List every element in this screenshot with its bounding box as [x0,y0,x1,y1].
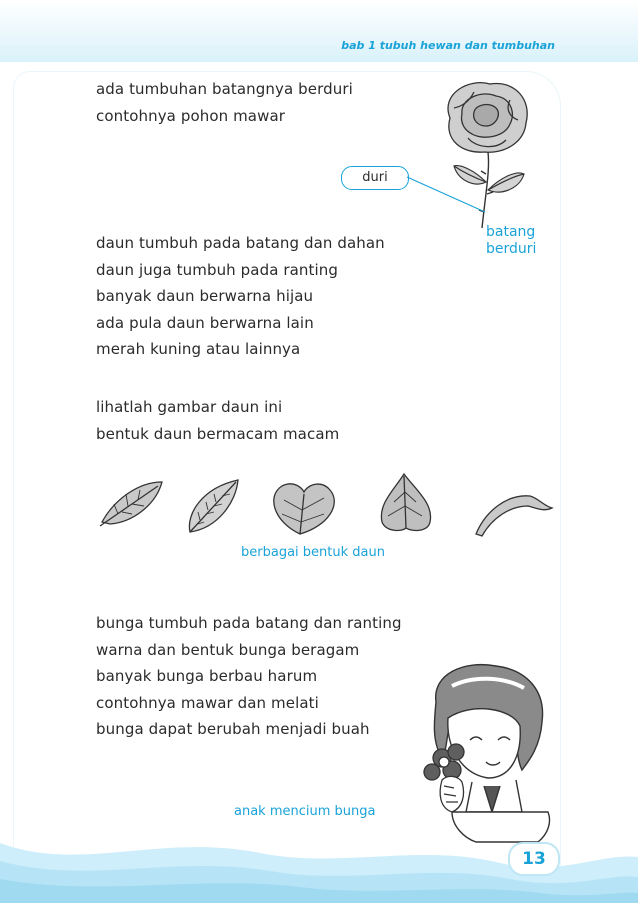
text-line: contohnya mawar dan melati [96,693,319,712]
text-line: merah kuning atau lainnya [96,340,301,358]
text-line: contohnya pohon mawar [96,106,286,125]
thorn-label: duri [341,166,409,190]
stem-caption-line: berduri [486,241,537,257]
text-line: daun juga tumbuh pada ranting [96,260,338,279]
text-line: banyak daun berwarna hijau [96,287,314,305]
text-line: daun tumbuh pada batang dan dahan [96,234,385,252]
child-caption: anak mencium bunga [234,804,376,819]
text-line: warna dan bentuk bunga beragam [96,640,360,659]
text-line: ada tumbuhan batangnya berduri [96,80,353,98]
leaves-paragraph [96,230,385,363]
text-line: bentuk daun bermacam macam [96,424,340,443]
text-line: lihatlah gambar daun ini [96,398,283,416]
page-number: 13 [508,842,560,876]
text-line: ada pula daun berwarna lain [96,313,314,332]
leaf-shapes-row [98,474,558,544]
flowers-paragraph [96,610,402,743]
leaves-caption: berbagai bentuk daun [241,545,385,560]
text-line: banyak bunga berbau harum [96,667,318,685]
shapes-paragraph [96,394,339,447]
stem-caption-line: batang [486,224,536,240]
leaf-oval-icon [100,482,162,526]
chapter-title: bab 1 tubuh hewan dan tumbuhan [341,39,555,52]
stem-caption [486,224,536,258]
text-line: bunga tumbuh pada batang dan ranting [96,614,402,632]
leaf-grass-icon [476,496,552,536]
leaf-heart-icon [274,484,335,534]
leaf-pointed-icon [381,474,430,530]
leaf-serrated-icon [189,480,238,532]
text-line: bunga dapat berubah menjadi buah [96,720,370,738]
